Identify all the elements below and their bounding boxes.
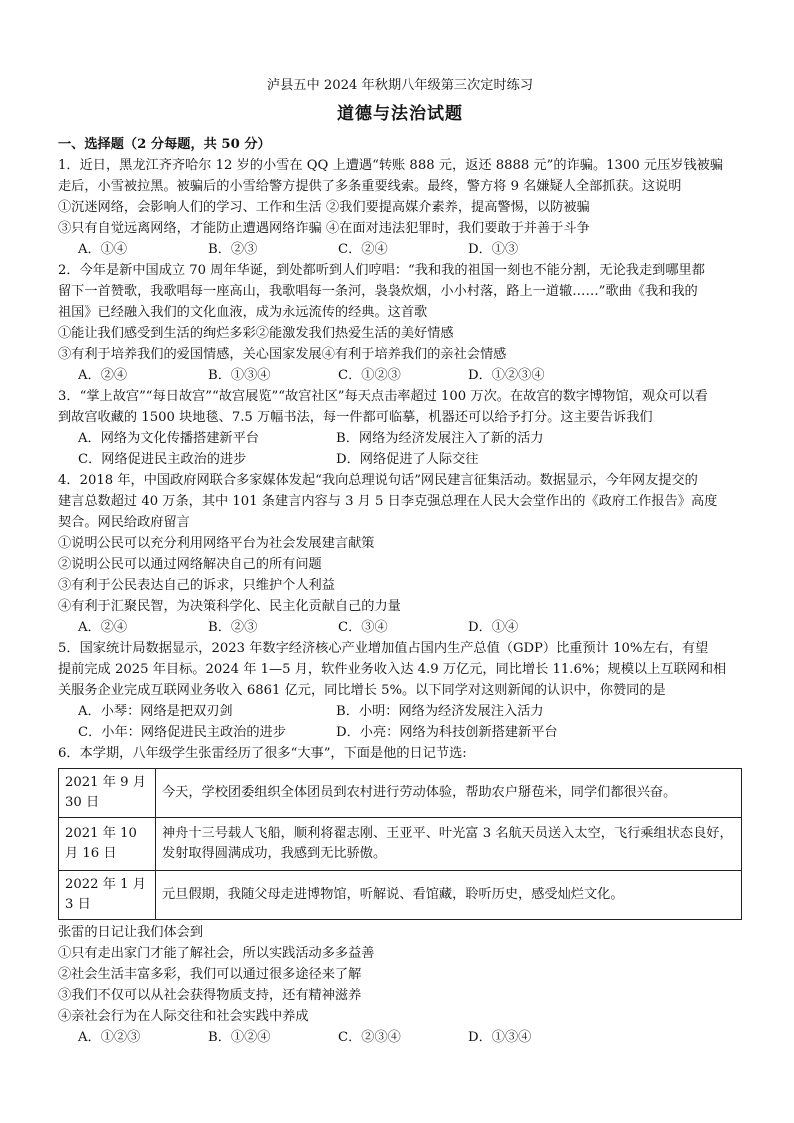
question-stem-line: 契合。网民给政府留言: [58, 515, 190, 530]
question-2: [58, 260, 742, 386]
statement-line: ③有利于公民表达自己的诉求，只维护个人利益: [58, 578, 335, 593]
question-4: [58, 470, 742, 638]
option-b: B．②③: [208, 620, 258, 635]
question-stem-line: 走后，小雪被拉黑。被骗后的小雪给警方提供了多条重要线索。最终，警方将 9 名嫌疑人全部抓获。这说明: [58, 179, 682, 194]
statement-line: ①说明公民可以充分利用网络平台为社会发展建言献策: [58, 536, 375, 551]
diary-table: [58, 768, 742, 920]
question-stem-line: 建言总数超过 40 万条，其中 101 条建言内容与 3 月 5 日李克强总理在人民大会堂作出的《政府工作报告》高度: [58, 494, 718, 509]
question-stem-line: 4．2018 年，中国政府网联合多家媒体发起“我向总理说句话”网民建言征集活动。数据显示，今年网友提交的: [58, 473, 698, 488]
answer-options: [58, 1027, 742, 1048]
question-1: [58, 155, 742, 260]
statement-line: ①能让我们感受到生活的绚烂多彩②能激发我们热爱生活的美好情感: [58, 326, 454, 341]
question-stem-line: 6．本学期，八年级学生张雷经历了很多“大事”，下面是他的日记节选:: [58, 746, 467, 761]
question-stem-line: 2．今年是新中国成立 70 周年华诞，到处都听到人们哼唱：“我和我的祖国一刻也不能分割，无论我走到哪里都: [58, 263, 705, 278]
statement-line: ③有利于培养我们的爱国情感，关心国家发展④有利于培养我们的亲社会情感: [58, 347, 507, 362]
option-b: B．①②④: [208, 1030, 271, 1045]
question-stem-line: 5．国家统计局数据显示，2023 年数字经济核心产业增加值占国内生产总值（GDP）比重预计 10%左右，有望: [58, 641, 709, 656]
option-d: D．①②③④: [468, 368, 545, 383]
option-d: D．小亮：网络为科技创新搭建新平台: [336, 725, 558, 740]
diary-entry: 今天，学校团委组织全体团员到农村进行劳动体验，帮助农户掰苞米，同学们都很兴奋。: [156, 769, 742, 818]
statement-line: ④亲社会行为在人际交往和社会实践中养成: [58, 1009, 309, 1024]
answer-options: [58, 239, 742, 260]
question-stem-line: 祖国》已经融入我们的文化血液，成为永远流传的经典。这首歌: [58, 305, 428, 320]
statement-line: ②说明公民可以通过网络解决自己的所有问题: [58, 557, 322, 572]
option-a: A．小琴：网络是把双刃剑: [78, 704, 233, 719]
diary-entry: 神舟十三号载人飞船，顺利将翟志刚、王亚平、叶光富 3 名航天员送入太空，飞行乘组状态良好，发射取得圆满成功，我感到无比骄傲。: [156, 818, 742, 871]
answer-options: [58, 701, 742, 722]
answer-options: [58, 428, 742, 449]
section-heading: 一、选择题（2 分每题，共 50 分）: [58, 137, 271, 152]
option-a: A．②④: [78, 368, 128, 383]
exam-page: [58, 76, 742, 1048]
option-b: B．网络为经济发展注入了新的活力: [336, 431, 544, 446]
option-b: B．①③④: [208, 368, 271, 383]
diary-date: 2022 年 1 月 3 日: [59, 871, 156, 920]
statement-line: ③只有自觉远离网络，才能防止遭遇网络诈骗 ④在面对违法犯罪时，我们要敢于并善于斗争: [58, 221, 590, 236]
option-a: A．②④: [78, 620, 128, 635]
question-5: [58, 638, 742, 743]
option-b: B．②③: [208, 242, 258, 257]
statement-line: ②社会生活丰富多彩，我们可以通过很多途径来了解: [58, 967, 362, 982]
question-stem-line: 张雷的日记让我们体会到: [58, 925, 204, 940]
statement-line: ③我们不仅可以从社会获得物质支持，还有精神滋养: [58, 988, 362, 1003]
option-a: A．网络为文化传播搭建新平台: [78, 431, 259, 446]
diary-date: 2021 年 9 月 30 日: [59, 769, 156, 818]
statement-line: ①只有走出家门才能了解社会，所以实践活动多多益善: [58, 946, 375, 961]
option-d: D．①③④: [468, 1030, 532, 1045]
option-c: C．②③④: [338, 1030, 401, 1045]
question-3: [58, 386, 742, 470]
option-d: D．①③: [468, 242, 519, 257]
question-stem-line: 提前完成 2025 年目标。2024 年 1—5 月，软件业务收入达 4.9 万亿元，同比增长 11.6%；规模以上互联网和相: [58, 662, 727, 677]
answer-options: [58, 617, 742, 638]
table-row: [59, 871, 742, 920]
answer-options: [58, 449, 742, 470]
answer-options: [58, 365, 742, 386]
exam-subtitle: 泸县五中 2024 年秋期八年级第三次定时练习: [266, 78, 534, 93]
option-c: C．网络促进民主政治的进步: [78, 452, 247, 467]
question-stem-line: 到故宫收藏的 1500 块地毯、7.5 万幅书法，每一件都可临摹，机器还可以给予打分。这主要告诉我们: [58, 410, 653, 425]
question-stem-line: 3．“掌上故宫”“每日故宫”“故宫展览”“故宫社区”每天点击率超过 100 万次。在故宫的数字博物馆，观众可以看: [58, 389, 708, 404]
statement-line: ④有利于汇聚民智，为决策科学化、民主化贡献自己的力量: [58, 599, 401, 614]
question-stem-line: 留下一首赞歌，我歌唱每一座高山，我歌唱每一条河，袅袅炊烟，小小村落，路上一道辙……”歌曲《我和我的: [58, 284, 698, 299]
exam-title: 道德与法治试题: [337, 104, 463, 124]
question-stem-line: 关服务企业完成互联网业务收入 6861 亿元，同比增长 5%。以下同学对这则新闻的认识中，你赞同的是: [58, 683, 666, 698]
table-row: [59, 818, 742, 871]
option-d: D．①④: [468, 620, 519, 635]
answer-options: [58, 722, 742, 743]
diary-date: 2021 年 10 月 16 日: [59, 818, 156, 871]
option-c: C．②④: [338, 242, 388, 257]
option-a: A．①④: [78, 242, 128, 257]
question-stem-line: 1．近日，黑龙江齐齐哈尔 12 岁的小雪在 QQ 上遭遇“转账 888 元，返还 8888 元”的诈骗。1300 元压岁钱被骗: [58, 158, 724, 173]
option-c: C．③④: [338, 620, 388, 635]
diary-entry: 元旦假期，我随父母走进博物馆，听解说、看馆藏，聆听历史，感受灿烂文化。: [156, 871, 742, 920]
option-c: C．①②③: [338, 368, 401, 383]
table-row: [59, 769, 742, 818]
option-d: D．网络促进了人际交往: [336, 452, 479, 467]
option-b: B．小明：网络为经济发展注入活力: [336, 704, 544, 719]
option-a: A．①②③: [78, 1030, 141, 1045]
question-6: [58, 743, 742, 1048]
option-c: C．小年：网络促进民主政治的进步: [78, 725, 286, 740]
statement-line: ①沉迷网络，会影响人们的学习、工作和生活 ②我们要提高媒介素养，提高警惕，以防被骗: [58, 200, 590, 215]
